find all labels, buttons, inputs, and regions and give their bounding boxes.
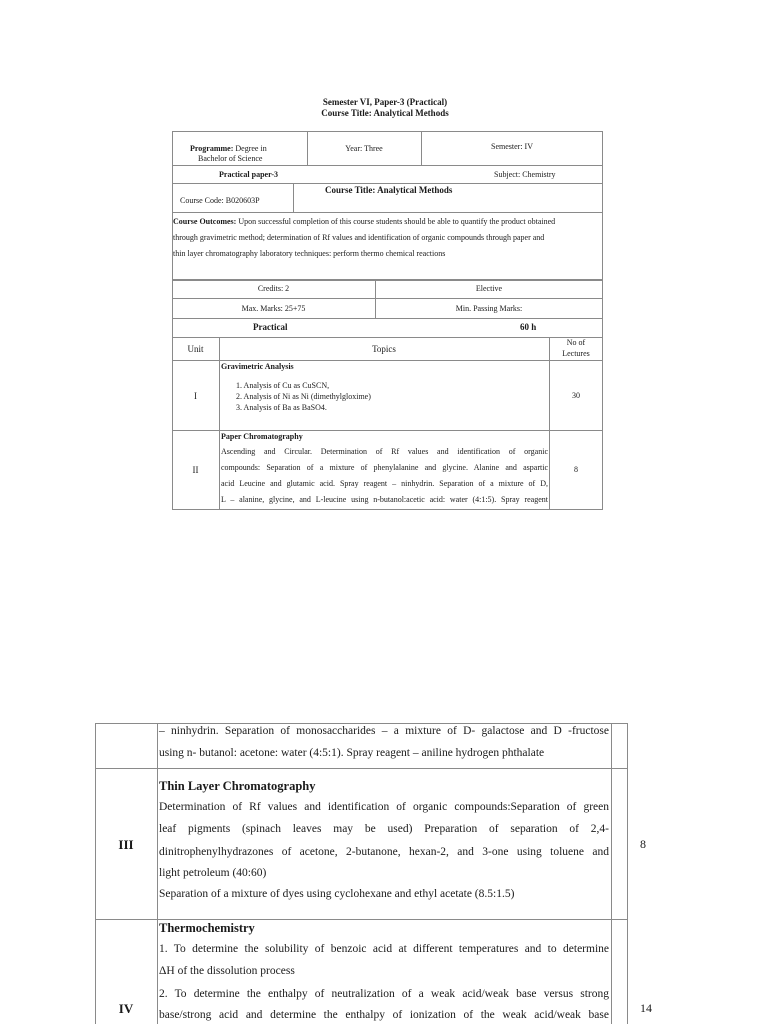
header-line-1: Semester VI, Paper-3 (Practical) xyxy=(322,97,448,107)
unit-2-line-3: acid Leucine and glutamic acid. Spray reagent – ninhydrin. Separation of a mixture of D, xyxy=(221,479,548,488)
programme-label-line: Programme: Degree in xyxy=(190,144,267,153)
unit-1-number: I xyxy=(194,391,197,401)
unit-3-line-4: light petroleum (40:60) xyxy=(159,867,267,879)
practical-label: Practical xyxy=(253,322,288,332)
header-line-2: Course Title: Analytical Methods xyxy=(321,108,449,118)
course-code-cell: Course Code: B020603P xyxy=(180,196,260,205)
unit-1-lectures: 30 xyxy=(572,391,580,400)
continuation-line-1: – ninhydrin. Separation of monosaccharides – a mixture of D- galactose and D -fructose xyxy=(159,725,609,737)
unit-1-item-1: 1. Analysis of Cu as CuSCN, xyxy=(236,381,330,390)
unit-4-title: Thermochemistry xyxy=(159,921,255,935)
unit-3-number: III xyxy=(118,837,134,852)
col-lectures-header-1: No of xyxy=(566,338,586,347)
unit-3-lectures: 8 xyxy=(640,837,646,851)
unit-1-title: Gravimetric Analysis xyxy=(221,362,294,371)
col-topics-header: Topics xyxy=(372,344,396,354)
unit-4-number: IV xyxy=(118,1001,134,1016)
max-marks-cell: Max. Marks: 25+75 xyxy=(241,304,306,313)
unit-3-title: Thin Layer Chromatography xyxy=(159,779,316,793)
elective-cell: Elective xyxy=(475,284,503,293)
unit-3-line-1: Determination of Rf values and identification of organic compounds:Separation of green xyxy=(159,801,609,813)
programme-value-line2: Bachelor of Science xyxy=(198,154,263,163)
continuation-line-2: using n- butanol: acetone: water (4:5:1). Spray reagent – aniline hydrogen phthalate xyxy=(159,747,545,759)
unit-1-item-3: 3. Analysis of Ba as BaSO4. xyxy=(236,403,327,412)
unit-2-line-4: L – alanine, glycine, and L-leucine using n-butanol:acetic acid: water (4:1:5). Spray reagent xyxy=(221,495,548,504)
unit-4-lectures: 14 xyxy=(640,1001,652,1015)
unit-4-line-2: ΔH of the dissolution process xyxy=(159,965,295,977)
col-unit-header: Unit xyxy=(187,344,204,354)
unit-3-line-3: dinitrophenylhydrazones of acetone, 2-butanone, hexan-2, and 3-one using toluene and xyxy=(159,846,609,858)
unit-3-line-5: Separation of a mixture of dyes using cyclohexane and ethyl acetate (8.5:1.5) xyxy=(159,888,515,900)
unit-4-line-3: 2. To determine the enthalpy of neutralization of a weak acid/weak base versus strong xyxy=(159,988,609,1000)
semester-cell: Semester: IV xyxy=(491,142,533,151)
subject-cell: Subject: Chemistry xyxy=(494,170,556,179)
course-outcomes-line3: thin layer chromatography laboratory techniques: perform thermo chemical reactions xyxy=(173,249,446,258)
unit-2-line-2: compounds: Separation of a mixture of phenylalanine and glycine. Alanine and aspartic xyxy=(221,463,548,472)
col-lectures-header-2: Lectures xyxy=(562,349,590,358)
unit-2-line-1: Ascending and Circular. Determination of Rf values and identification of organic xyxy=(221,447,548,456)
year-cell: Year: Three xyxy=(345,144,383,153)
unit-4-line-1: 1. To determine the solubility of benzoic acid at different temperatures and to determine xyxy=(159,943,609,955)
practical-paper-cell: Practical paper-3 xyxy=(219,170,279,179)
course-title-cell: Course Title: Analytical Methods xyxy=(325,185,453,195)
credits-cell: Credits: 2 xyxy=(257,284,290,293)
hours-label: 60 h xyxy=(520,322,537,332)
course-outcomes-line2: through gravimetric method; determination of Rf values and identification of organic compounds through paper and xyxy=(173,233,545,242)
unit-4-line-4: base/strong acid and determine the enthalpy of ionization of the weak acid/weak base xyxy=(159,1009,609,1021)
unit-2-lectures: 8 xyxy=(574,465,578,474)
unit-1-item-2: 2. Analysis of Ni as Ni (dimethylgloxime) xyxy=(236,392,371,401)
unit-2-title: Paper Chromatography xyxy=(221,432,303,441)
course-outcomes-line1: Course Outcomes: Upon successful completion of this course students should be able to quantify the product obtained xyxy=(173,217,556,226)
min-marks-cell: Min. Passing Marks: xyxy=(455,304,523,313)
unit-3-line-2: leaf pigments (spinach leaves may be used) Preparation of separation of 2,4- xyxy=(159,823,609,835)
unit-2-number: II xyxy=(192,465,199,475)
